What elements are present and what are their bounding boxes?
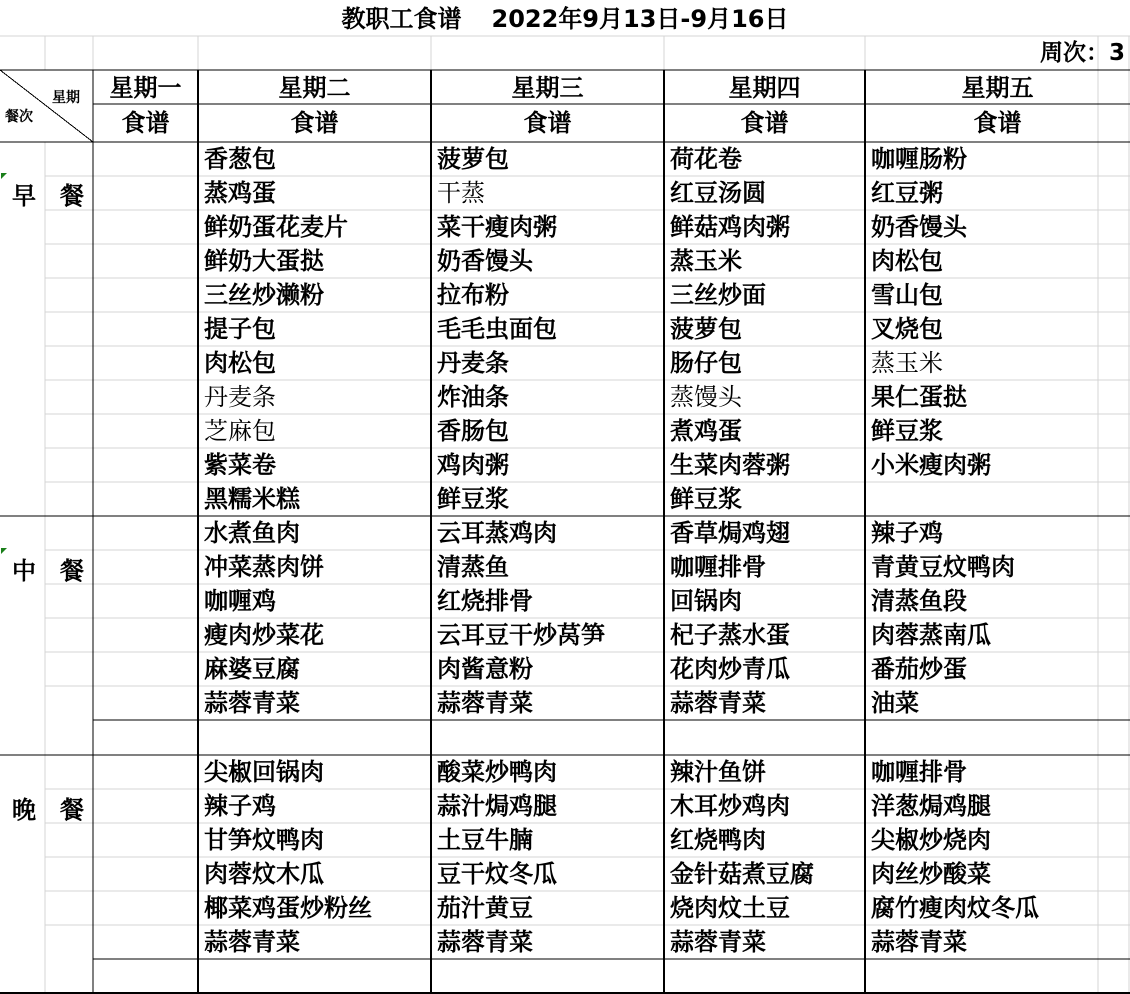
dish-item: 三丝炒濑粉 bbox=[204, 281, 324, 309]
dish-item: 蒜蓉青菜 bbox=[204, 928, 300, 956]
dish-item: 甘笋炆鸭肉 bbox=[204, 826, 324, 854]
dish-item: 鸡肉粥 bbox=[437, 451, 509, 479]
dish-item: 云耳蒸鸡肉 bbox=[437, 519, 557, 547]
dish-item: 三丝炒面 bbox=[670, 281, 766, 309]
corner-meal-label: 餐次 bbox=[5, 109, 33, 125]
dish-item: 清蒸鱼 bbox=[437, 553, 509, 581]
dish-item: 蒜蓉青菜 bbox=[437, 689, 533, 717]
dish-item: 蒸玉米 bbox=[670, 247, 742, 275]
dinner-tue bbox=[204, 755, 372, 959]
dish-item: 香葱包 bbox=[204, 145, 276, 173]
dish-item: 蒜蓉青菜 bbox=[204, 689, 300, 717]
dish-item: 肠仔包 bbox=[670, 349, 742, 377]
dish-item: 尖椒回锅肉 bbox=[204, 758, 324, 786]
dish-item: 生菜肉蓉粥 bbox=[670, 451, 790, 479]
dish-item: 芝麻包 bbox=[204, 417, 276, 445]
dish-item: 蒸玉米 bbox=[871, 349, 943, 377]
dish-item: 炸油条 bbox=[437, 383, 509, 411]
dish-item: 杞子蒸水蛋 bbox=[670, 621, 790, 649]
day-header-mon: 星期一 bbox=[109, 74, 182, 102]
lunch-wed bbox=[437, 516, 605, 720]
dish-item: 回锅肉 bbox=[670, 587, 742, 615]
sub-header-thu: 食谱 bbox=[740, 109, 789, 137]
page-title bbox=[0, 4, 1130, 34]
dish-item: 鲜豆浆 bbox=[670, 485, 742, 513]
meal-label-dinner: 晚 餐 bbox=[12, 796, 84, 824]
dish-item: 青黄豆炆鸭肉 bbox=[871, 553, 1015, 581]
dish-item: 木耳炒鸡肉 bbox=[670, 792, 790, 820]
dish-item: 鲜菇鸡肉粥 bbox=[670, 213, 790, 241]
title-date-range: 2022年9月13日-9月16日 bbox=[491, 5, 789, 33]
dish-item: 雪山包 bbox=[871, 281, 943, 309]
dish-item: 肉丝炒酸菜 bbox=[871, 860, 991, 888]
dish-item: 红豆汤圆 bbox=[670, 179, 766, 207]
dish-item: 香草焗鸡翅 bbox=[670, 519, 790, 547]
dish-item: 辣汁鱼饼 bbox=[670, 758, 766, 786]
sub-header-tue: 食谱 bbox=[290, 109, 339, 137]
dish-item: 菠萝包 bbox=[437, 145, 509, 173]
dish-item: 蒜蓉青菜 bbox=[670, 689, 766, 717]
dish-item: 蒸鸡蛋 bbox=[204, 179, 276, 207]
sub-header-wed: 食谱 bbox=[523, 109, 572, 137]
dish-item: 鲜奶蛋花麦片 bbox=[204, 213, 348, 241]
dish-item: 麻婆豆腐 bbox=[204, 655, 300, 683]
dish-item: 丹麦条 bbox=[204, 383, 276, 411]
dish-item: 红烧鸭肉 bbox=[670, 826, 766, 854]
day-header-wed: 星期三 bbox=[511, 74, 584, 102]
dish-item: 清蒸鱼段 bbox=[871, 587, 967, 615]
dish-item: 肉蓉炆木瓜 bbox=[204, 860, 324, 888]
dish-item: 菜干瘦肉粥 bbox=[437, 213, 557, 241]
dish-item: 叉烧包 bbox=[871, 315, 943, 343]
dish-item: 尖椒炒烧肉 bbox=[871, 826, 991, 854]
dish-item: 咖喱排骨 bbox=[670, 553, 766, 581]
dinner-fri bbox=[871, 755, 1039, 959]
dish-item: 茄汁黄豆 bbox=[437, 894, 533, 922]
dish-item: 毛毛虫面包 bbox=[437, 315, 557, 343]
dish-item: 金针菇煮豆腐 bbox=[670, 860, 814, 888]
dish-item: 腐竹瘦肉炆冬瓜 bbox=[871, 894, 1039, 922]
title-label: 教职工食谱 bbox=[341, 5, 462, 33]
dish-item: 红烧排骨 bbox=[437, 587, 533, 615]
dish-item: 豆干炆冬瓜 bbox=[437, 860, 557, 888]
lunch-fri bbox=[871, 516, 1015, 720]
dish-item: 鲜豆浆 bbox=[437, 485, 509, 513]
dish-item: 辣子鸡 bbox=[871, 519, 943, 547]
dish-item: 丹麦条 bbox=[437, 349, 509, 377]
dish-item: 肉蓉蒸南瓜 bbox=[871, 621, 991, 649]
dish-item: 冲菜蒸肉饼 bbox=[204, 553, 324, 581]
dish-item: 菠萝包 bbox=[670, 315, 742, 343]
dish-item: 花肉炒青瓜 bbox=[670, 655, 790, 683]
lunch-thu bbox=[670, 516, 790, 720]
dish-item: 咖喱排骨 bbox=[871, 758, 967, 786]
dish-item: 油菜 bbox=[871, 689, 919, 717]
dish-item: 蒜蓉青菜 bbox=[871, 928, 967, 956]
sub-header-fri: 食谱 bbox=[973, 109, 1022, 137]
dish-item: 番茄炒蛋 bbox=[871, 655, 967, 683]
breakfast-thu bbox=[670, 142, 790, 516]
lunch-tue bbox=[204, 516, 324, 720]
dish-item: 香肠包 bbox=[437, 417, 509, 445]
dish-item: 咖喱鸡 bbox=[204, 587, 276, 615]
cell-comment-marker bbox=[1, 548, 7, 554]
dish-item: 鲜豆浆 bbox=[871, 417, 943, 445]
dinner-thu bbox=[670, 755, 814, 959]
breakfast-fri bbox=[871, 142, 991, 482]
dish-item: 提子包 bbox=[204, 315, 276, 343]
week-number: 周次：3 bbox=[1039, 40, 1125, 66]
dish-item: 煮鸡蛋 bbox=[670, 417, 742, 445]
dish-item: 蒜蓉青菜 bbox=[670, 928, 766, 956]
dish-item: 黑糯米糕 bbox=[204, 485, 300, 513]
dish-item: 干蒸 bbox=[437, 179, 485, 207]
dish-item: 肉酱意粉 bbox=[437, 655, 533, 683]
dish-item: 辣子鸡 bbox=[204, 792, 276, 820]
day-header-tue: 星期二 bbox=[278, 74, 351, 102]
corner-weekday-label: 星期 bbox=[52, 90, 80, 106]
cell-comment-marker bbox=[1, 173, 7, 179]
dish-item: 红豆粥 bbox=[871, 179, 943, 207]
day-header-fri: 星期五 bbox=[961, 74, 1034, 102]
dinner-wed bbox=[437, 755, 557, 959]
dish-item: 蒜汁焗鸡腿 bbox=[437, 792, 557, 820]
dish-item: 云耳豆干炒莴笋 bbox=[437, 621, 605, 649]
dish-item: 土豆牛腩 bbox=[437, 826, 533, 854]
dish-item: 蒸馒头 bbox=[670, 383, 742, 411]
dish-item: 荷花卷 bbox=[670, 145, 742, 173]
dish-item: 咖喱肠粉 bbox=[871, 145, 967, 173]
dish-item: 拉布粉 bbox=[437, 281, 509, 309]
dish-item: 小米瘦肉粥 bbox=[871, 451, 991, 479]
meal-label-lunch: 中 餐 bbox=[12, 557, 84, 585]
dish-item: 肉松包 bbox=[871, 247, 943, 275]
day-header-thu: 星期四 bbox=[728, 74, 801, 102]
dish-item: 紫菜卷 bbox=[204, 451, 276, 479]
breakfast-wed bbox=[437, 142, 557, 516]
dish-item: 水煮鱼肉 bbox=[204, 519, 300, 547]
dish-item: 椰菜鸡蛋炒粉丝 bbox=[204, 894, 372, 922]
dish-item: 酸菜炒鸭肉 bbox=[437, 758, 557, 786]
dish-item: 果仁蛋挞 bbox=[871, 383, 967, 411]
dish-item: 奶香馒头 bbox=[437, 247, 533, 275]
dish-item: 蒜蓉青菜 bbox=[437, 928, 533, 956]
dish-item: 瘦肉炒菜花 bbox=[204, 621, 324, 649]
dish-item: 奶香馒头 bbox=[871, 213, 967, 241]
sub-header-mon: 食谱 bbox=[121, 109, 170, 137]
dish-item: 洋葱焗鸡腿 bbox=[871, 792, 991, 820]
meal-label-breakfast: 早 餐 bbox=[12, 182, 84, 210]
breakfast-tue bbox=[204, 142, 348, 516]
dish-item: 肉松包 bbox=[204, 349, 276, 377]
dish-item: 烧肉炆土豆 bbox=[670, 894, 790, 922]
dish-item: 鲜奶大蛋挞 bbox=[204, 247, 324, 275]
